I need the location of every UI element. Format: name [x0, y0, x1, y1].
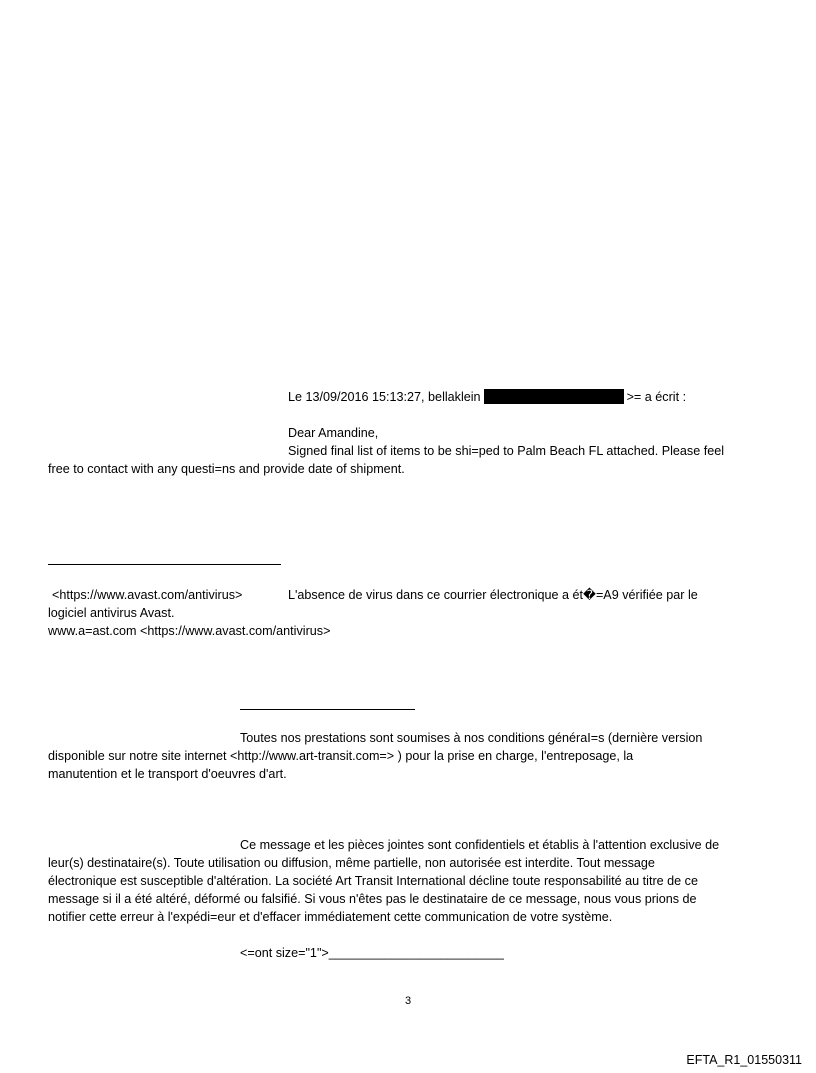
terms-line-3: manutention et le transport d'oeuvres d'art. — [48, 767, 287, 781]
avast-link[interactable]: <https://www.avast.com/antivirus> — [52, 588, 243, 602]
body-line-2: free to contact with any questi=ns and provide date of shipment. — [48, 462, 405, 476]
reply-header-post: >= a écrit : — [626, 390, 687, 404]
greeting: Dear Amandine, — [288, 426, 379, 440]
reply-header — [288, 389, 686, 406]
confidential-line-4: message si il a été altéré, déformé ou falsifié. Si vous n'êtes pas le destinataire de ce message, nous vous prions de — [48, 892, 697, 906]
redaction-box — [484, 389, 624, 404]
separator-rule — [48, 564, 281, 565]
avast-notice-line-1: L'absence de virus dans ce courrier électronique a ét�=A9 vérifiée par le — [288, 588, 698, 602]
separator-rule — [240, 709, 415, 710]
document-id: EFTA_R1_01550311 — [686, 1053, 802, 1067]
avast-url-line[interactable]: www.a=ast.com <https://www.avast.com/antivirus> — [48, 624, 331, 638]
page-number: 3 — [404, 995, 412, 1007]
confidential-line-3: électronique est susceptible d'altération. La société Art Transit International décline toute responsabilité au titre de ce — [48, 874, 698, 888]
avast-notice-line-2: logiciel antivirus Avast. — [48, 606, 175, 620]
terms-line-1: Toutes nos prestations sont soumises à nos conditions généraI=s (dernière version — [240, 731, 703, 745]
reply-header-pre: Le 13/09/2016 15:13:27, bellaklein — [288, 390, 481, 404]
confidential-line-5: notifier cette erreur à l'expédi=eur et d'effacer immédiatement cette communication de votre système. — [48, 910, 613, 924]
terms-line-2: disponible sur notre site internet <http://www.art-transit.com=> ) pour la prise en charge, l'entreposage, la — [48, 749, 634, 763]
font-tag-line: <=ont size="1">_________________________ — [240, 946, 504, 960]
confidential-line-1: Ce message et les pièces jointes sont confidentiels et établis à l'attention exclusive de — [240, 838, 720, 852]
confidential-line-2: leur(s) destinataire(s). Toute utilisation ou diffusion, même partielle, non autorisée est interdite. Tout message — [48, 856, 655, 870]
body-line-1: Signed final list of items to be shi=ped to Palm Beach FL attached. Please feel — [288, 444, 725, 458]
